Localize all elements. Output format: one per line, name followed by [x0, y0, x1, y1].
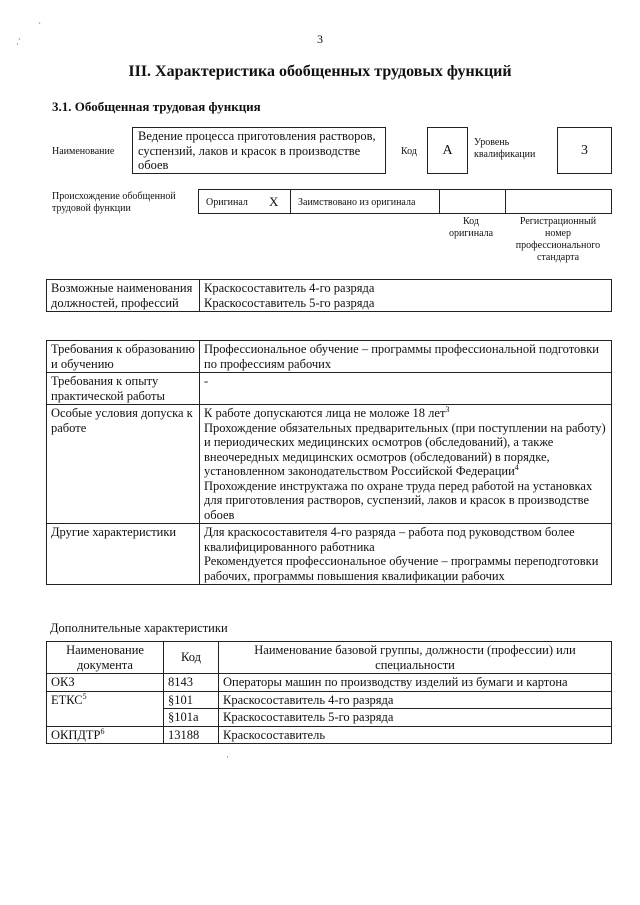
- code-caption: Код оригинала: [448, 216, 494, 239]
- table-row: [47, 524, 612, 585]
- divider: [439, 190, 440, 213]
- name-label: Наименование: [52, 146, 115, 157]
- okpdtr-doc: ОКПДТР$^6$: [47, 726, 164, 744]
- borrowed-label: Заимствовано из оригинала: [298, 197, 416, 208]
- edu-value: Профессиональное обучение – программы профессиональной подготовки по профессиям рабочих: [200, 341, 612, 373]
- table-row: [47, 674, 612, 692]
- col-doc-header: Наименование документа: [47, 642, 164, 674]
- special-item: Прохождение обязательных предварительных (при поступлении на работу) и периодических медицинских осмотров (обследований), а также внеочередных медицинских осмотров (обследований) в порядке, установленном законодательством Российской Федерации$^4$: [204, 420, 606, 478]
- positions-values: [200, 280, 612, 312]
- level-box: [557, 127, 612, 174]
- reg-caption: Регистрационный номер профессионального стандарта: [515, 216, 601, 263]
- additional-table: [46, 641, 612, 744]
- special-item: Прохождение инструктажа по охране труда перед работой на установках для приготовления растворов, суспензий, лаков и красок в производстве обоев: [204, 478, 593, 522]
- edu-label: Требования к образованию и обучению: [47, 341, 200, 373]
- section-title: III. Характеристика обобщенных трудовых функций: [128, 63, 512, 80]
- original-mark: X: [269, 194, 279, 209]
- subsection-title: 3.1. Обобщенная трудовая функция: [52, 99, 261, 114]
- footnote-ref: 3: [445, 404, 450, 414]
- scan-speck: ˏ: [18, 30, 21, 40]
- etks-name: Краскосоставитель 5-го разряда: [219, 709, 612, 727]
- other-values: [200, 524, 612, 585]
- etks-code: §101а: [164, 709, 219, 727]
- function-name-box: [132, 127, 386, 174]
- okpdtr-name: Краскосоставитель: [219, 726, 612, 744]
- additional-title: Дополнительные характеристики: [50, 621, 228, 635]
- code-box: [427, 127, 468, 174]
- scan-speck: ˎ: [38, 14, 41, 24]
- table-row: [47, 726, 612, 744]
- okz-name: Операторы машин по производству изделий из бумаги и картона: [219, 674, 612, 692]
- page-number: 3: [317, 32, 323, 46]
- table-header-row: [47, 642, 612, 674]
- table-row: [47, 280, 612, 312]
- requirements-table: [46, 340, 612, 585]
- exp-value: -: [200, 373, 612, 405]
- code-value: А: [442, 143, 453, 158]
- positions-label: Возможные наименования должностей, профессий: [47, 280, 200, 312]
- table-row: [47, 405, 612, 524]
- col-code-header: Код: [164, 642, 219, 674]
- origin-box: [198, 189, 612, 214]
- special-values: [200, 405, 612, 524]
- original-label: Оригинал: [206, 197, 248, 208]
- col-name-header: Наименование базовой группы, должности (профессии) или специальности: [219, 642, 612, 674]
- table-row: [47, 373, 612, 405]
- level-label: Уровень квалификации: [474, 137, 536, 160]
- exp-label: Требования к опыту практической работы: [47, 373, 200, 405]
- footnote-ref: 4: [514, 462, 519, 472]
- divider: [505, 190, 506, 213]
- footnote-ref: 6: [100, 726, 105, 736]
- origin-label: Происхождение обобщенной трудовой функции: [52, 191, 176, 214]
- level-value: 3: [581, 143, 588, 158]
- special-label: Особые условия допуска к работе: [47, 405, 200, 524]
- okpdtr-code: 13188: [164, 726, 219, 744]
- other-label: Другие характеристики: [47, 524, 200, 585]
- code-label: Код: [401, 146, 417, 157]
- okz-code: 8143: [164, 674, 219, 692]
- table-row: [47, 341, 612, 373]
- special-item: К работе допускаются лица не моложе 18 лет$^3$: [204, 404, 450, 420]
- table-row: [47, 691, 612, 709]
- etks-code: §101: [164, 691, 219, 709]
- function-name: Ведение процесса приготовления растворов, суспензий, лаков и красок в производстве обоев: [138, 129, 376, 172]
- other-item: Рекомендуется профессиональное обучение – программы переподготовки рабочих, программы повышения квалификации рабочих: [204, 554, 599, 583]
- other-item: Для краскосоставителя 4-го разряда – работа под руководством более квалифицированного работника: [204, 525, 575, 554]
- okz-doc: ОКЗ: [47, 674, 164, 692]
- scan-speck: ·: [226, 752, 229, 762]
- position-item: Краскосоставитель 5-го разряда: [204, 295, 375, 310]
- position-item: Краскосоставитель 4-го разряда: [204, 281, 375, 295]
- etks-doc: ЕТКС$^5$: [47, 691, 164, 726]
- positions-table: [46, 279, 612, 312]
- etks-name: Краскосоставитель 4-го разряда: [219, 691, 612, 709]
- divider: [290, 190, 291, 213]
- footnote-ref: 5: [82, 691, 87, 701]
- scan-speck: ·: [16, 39, 19, 49]
